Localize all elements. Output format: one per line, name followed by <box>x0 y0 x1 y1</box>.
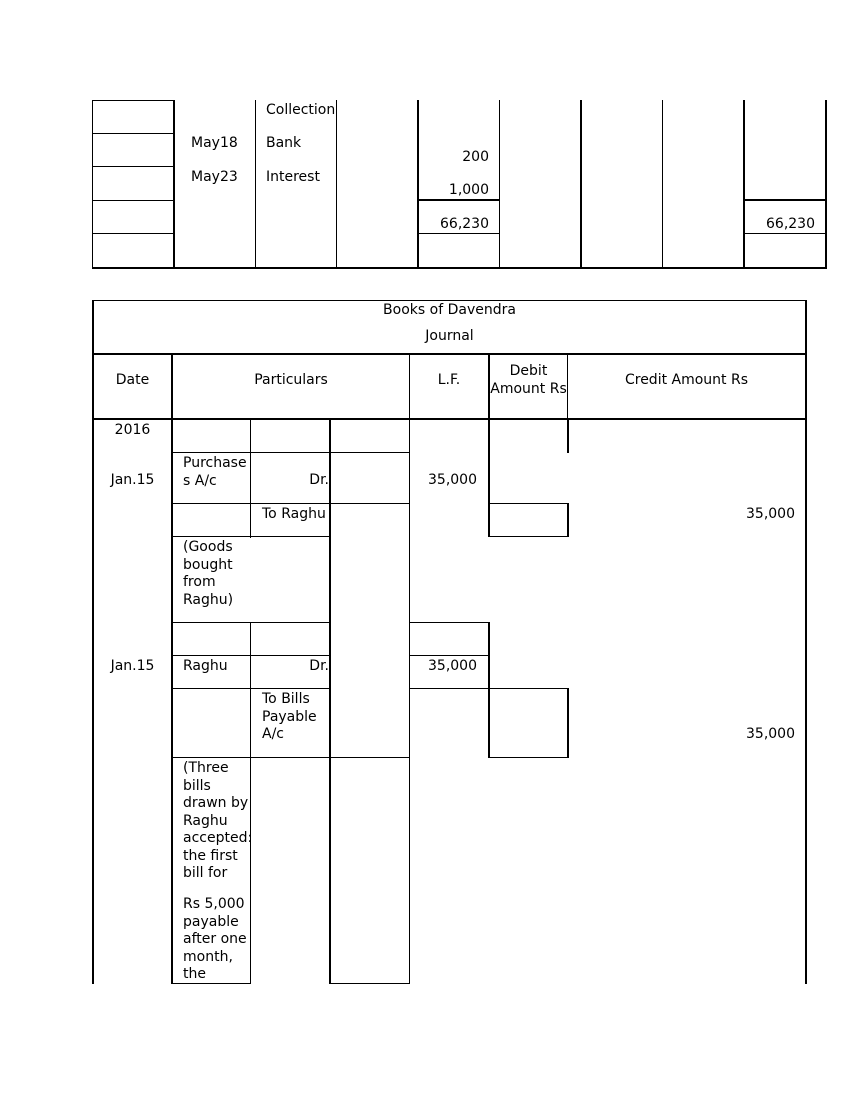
ledger-date: May23 <box>191 169 238 185</box>
header-top-line <box>92 353 807 355</box>
grid-vline <box>488 418 490 537</box>
ledger-date: May18 <box>191 135 238 151</box>
ledger-vline <box>662 100 663 268</box>
entry1-narration: (Goods bought from Raghu) <box>183 539 234 608</box>
ledger-total-line <box>743 199 827 201</box>
entry1-dr: Dr. <box>309 472 329 488</box>
ledger-vline <box>825 100 827 268</box>
header-particulars: Particulars <box>254 372 328 388</box>
entry2-debit-account: Raghu <box>183 658 228 674</box>
ledger-amount: 200 <box>462 149 489 165</box>
ledger-particulars: Bank <box>266 135 302 151</box>
entry2-credit-amount: 35,000 <box>746 726 795 742</box>
header-debit: Debit Amount Rs <box>490 363 567 397</box>
grid-hline <box>409 655 490 656</box>
ledger-hline <box>92 100 174 101</box>
grid-hline <box>171 757 410 758</box>
ledger-total-right: 66,230 <box>766 216 815 232</box>
entry1-credit-account: To Raghu <box>262 506 326 522</box>
entry2-narration-part1: (Three bills drawn by Raghu accepted: the first bill for <box>183 760 253 881</box>
grid-hline <box>171 655 331 656</box>
journal-year: 2016 <box>114 422 151 438</box>
journal-right-border <box>805 300 807 984</box>
grid-hline <box>488 757 569 758</box>
ledger-vline <box>743 100 745 268</box>
grid-vline <box>250 418 251 538</box>
grid-vline <box>567 688 569 758</box>
journal-top-border <box>92 300 807 301</box>
ledger-vline <box>336 100 337 268</box>
entry2-narration-part2: Rs 5,000 payable after one month, the <box>183 896 247 982</box>
grid-hline <box>171 622 331 623</box>
ledger-amount: 1,000 <box>448 182 489 198</box>
grid-hline <box>171 688 331 689</box>
grid-hline <box>171 503 410 504</box>
ledger-hline <box>92 233 174 234</box>
ledger-particulars: Interest <box>266 169 320 185</box>
ledger-hline <box>92 133 174 134</box>
ledger-vline <box>92 100 93 268</box>
ledger-vline <box>255 100 256 268</box>
grid-hline <box>488 503 569 504</box>
ledger-vline <box>173 100 175 268</box>
entry2-date: Jan.15 <box>110 658 155 674</box>
journal-left-border <box>92 300 94 984</box>
entry1-date: Jan.15 <box>110 472 155 488</box>
grid-hline <box>329 983 410 984</box>
journal-title: Books of Davendra <box>383 302 516 318</box>
ledger-particulars: Collection <box>266 102 336 118</box>
grid-hline <box>171 536 331 537</box>
header-bottom-line <box>92 418 807 420</box>
ledger-hline <box>92 200 174 201</box>
grid-hline <box>488 536 569 537</box>
entry1-debit-amount: 35,000 <box>428 472 477 488</box>
grid-vline <box>567 418 569 453</box>
grid-hline <box>409 688 569 689</box>
journal-subtitle: Journal <box>425 328 474 344</box>
entry2-debit-amount: 35,000 <box>428 658 477 674</box>
ledger-vline <box>417 100 419 268</box>
grid-hline <box>409 622 490 623</box>
ledger-vline <box>580 100 582 268</box>
entry1-credit-amount: 35,000 <box>746 506 795 522</box>
ledger-total-left: 66,230 <box>440 216 489 232</box>
entry1-debit-account: Purchase s A/c <box>183 455 247 489</box>
ledger-hline <box>92 166 174 167</box>
grid-vline <box>250 622 251 758</box>
ledger-bottom-line <box>92 267 827 269</box>
header-lf: L.F. <box>437 372 461 388</box>
grid-vline <box>567 503 569 537</box>
header-credit: Credit Amount Rs <box>624 372 749 388</box>
ledger-vline <box>499 100 500 268</box>
entry2-dr: Dr. <box>309 658 329 674</box>
entry2-credit-account: To Bills Payable A/c <box>262 691 317 742</box>
grid-vline <box>488 688 490 758</box>
header-date: Date <box>115 372 150 388</box>
grid-hline <box>171 452 410 453</box>
